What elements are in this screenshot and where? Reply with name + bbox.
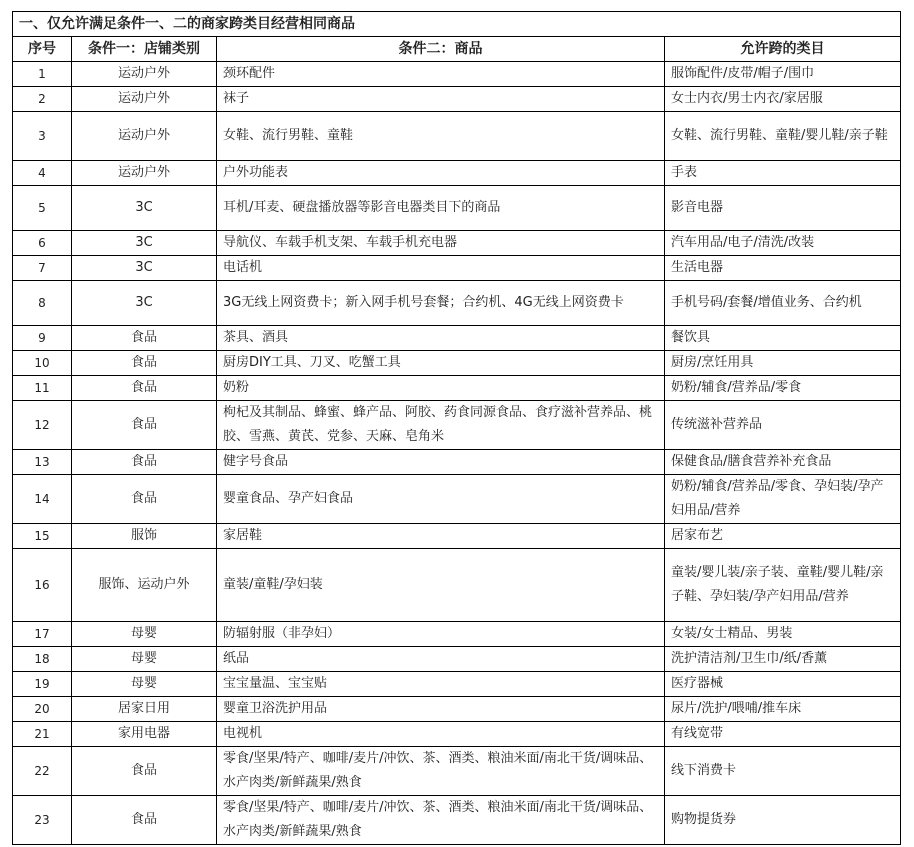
row-number: 12 [13,401,72,450]
store-category-cell: 运动户外 [72,161,217,186]
allowed-category-cell: 餐饮具 [665,326,901,351]
table-row [13,62,901,87]
table-row [13,647,901,672]
store-category-cell: 运动户外 [72,62,217,87]
store-category-cell: 运动户外 [72,87,217,112]
store-category-cell: 居家日用 [72,697,217,722]
goods-cell: 家居鞋 [217,524,665,549]
allowed-category-cell: 女士内衣/男士内衣/家居服 [665,87,901,112]
store-category-cell: 母婴 [72,647,217,672]
store-category-cell: 3C [72,256,217,281]
table-header-row [13,37,901,62]
goods-cell: 导航仪、车载手机支架、车载手机充电器 [217,231,665,256]
allowed-category-cell: 尿片/洗护/喂哺/推车床 [665,697,901,722]
store-category-cell: 母婴 [72,622,217,647]
store-category-cell: 服饰 [72,524,217,549]
allowed-category-cell: 手机号码/套餐/增值业务、合约机 [665,281,901,326]
row-number: 2 [13,87,72,112]
row-number: 15 [13,524,72,549]
allowed-category-cell: 居家布艺 [665,524,901,549]
goods-cell: 婴童卫浴洗护用品 [217,697,665,722]
goods-cell: 电视机 [217,722,665,747]
table-row [13,256,901,281]
store-category-cell: 食品 [72,450,217,475]
table-body [13,62,901,845]
goods-cell: 防辐射服（非孕妇） [217,622,665,647]
allowed-category-cell: 手表 [665,161,901,186]
row-number: 19 [13,672,72,697]
row-number: 20 [13,697,72,722]
table-row [13,796,901,845]
table-row [13,231,901,256]
row-number: 22 [13,747,72,796]
allowed-category-cell: 女鞋、流行男鞋、童鞋/婴儿鞋/亲子鞋 [665,112,901,161]
goods-cell: 户外功能表 [217,161,665,186]
store-category-cell: 运动户外 [72,112,217,161]
table-row [13,351,901,376]
row-number: 21 [13,722,72,747]
row-number: 23 [13,796,72,845]
allowed-category-cell: 线下消费卡 [665,747,901,796]
store-category-cell: 3C [72,281,217,326]
row-number: 9 [13,326,72,351]
allowed-category-cell: 医疗器械 [665,672,901,697]
goods-cell: 纸品 [217,647,665,672]
table-row [13,672,901,697]
row-number: 10 [13,351,72,376]
allowed-category-cell: 传统滋补营养品 [665,401,901,450]
row-number: 6 [13,231,72,256]
store-category-cell: 食品 [72,401,217,450]
allowed-category-cell: 服饰配件/皮带/帽子/围巾 [665,62,901,87]
row-number: 13 [13,450,72,475]
table-row [13,524,901,549]
cross-category-table [12,11,901,845]
table-row [13,697,901,722]
goods-cell: 奶粉 [217,376,665,401]
table-row [13,747,901,796]
store-category-cell: 3C [72,231,217,256]
store-category-cell: 食品 [72,326,217,351]
header-store-category: 条件一：店铺类别 [72,37,217,62]
row-number: 3 [13,112,72,161]
store-category-cell: 食品 [72,475,217,524]
cross-category-table-container [12,11,900,845]
row-number: 18 [13,647,72,672]
allowed-category-cell: 有线宽带 [665,722,901,747]
table-row [13,186,901,231]
table-title-row [13,12,901,37]
table-row [13,475,901,524]
row-number: 1 [13,62,72,87]
store-category-cell: 服饰、运动户外 [72,549,217,622]
goods-cell: 3G无线上网资费卡；新入网手机号套餐；合约机、4G无线上网资费卡 [217,281,665,326]
row-number: 5 [13,186,72,231]
allowed-category-cell: 女装/女士精品、男装 [665,622,901,647]
goods-cell: 健字号食品 [217,450,665,475]
store-category-cell: 食品 [72,747,217,796]
table-row [13,326,901,351]
table-row [13,549,901,622]
goods-cell: 零食/坚果/特产、咖啡/麦片/冲饮、茶、酒类、粮油米面/南北干货/调味品、水产肉类/新鲜蔬果/熟食 [217,796,665,845]
allowed-category-cell: 奶粉/辅食/营养品/零食 [665,376,901,401]
row-number: 7 [13,256,72,281]
allowed-category-cell: 汽车用品/电子/清洗/改装 [665,231,901,256]
allowed-category-cell: 厨房/烹饪用具 [665,351,901,376]
goods-cell: 枸杞及其制品、蜂蜜、蜂产品、阿胶、药食同源食品、食疗滋补营养品、桃胶、雪燕、黄芪、党参、天麻、皂角米 [217,401,665,450]
header-goods: 条件二：商品 [217,37,665,62]
store-category-cell: 母婴 [72,672,217,697]
goods-cell: 袜子 [217,87,665,112]
table-row [13,281,901,326]
goods-cell: 电话机 [217,256,665,281]
header-num: 序号 [13,37,72,62]
row-number: 11 [13,376,72,401]
table-row [13,161,901,186]
goods-cell: 厨房DIY工具、刀叉、吃蟹工具 [217,351,665,376]
allowed-category-cell: 奶粉/辅食/营养品/零食、孕妇装/孕产妇用品/营养 [665,475,901,524]
goods-cell: 耳机/耳麦、硬盘播放器等影音电器类目下的商品 [217,186,665,231]
allowed-category-cell: 生活电器 [665,256,901,281]
allowed-category-cell: 童装/婴儿装/亲子装、童鞋/婴儿鞋/亲子鞋、孕妇装/孕产妇用品/营养 [665,549,901,622]
store-category-cell: 家用电器 [72,722,217,747]
table-row [13,450,901,475]
table-row [13,112,901,161]
goods-cell: 女鞋、流行男鞋、童鞋 [217,112,665,161]
table-row [13,401,901,450]
row-number: 17 [13,622,72,647]
table-title: 一、仅允许满足条件一、二的商家跨类目经营相同商品 [13,12,901,37]
table-row [13,376,901,401]
table-row [13,722,901,747]
store-category-cell: 3C [72,186,217,231]
allowed-category-cell: 保健食品/膳食营养补充食品 [665,450,901,475]
goods-cell: 茶具、酒具 [217,326,665,351]
allowed-category-cell: 洗护清洁剂/卫生巾/纸/香薰 [665,647,901,672]
goods-cell: 宝宝量温、宝宝贴 [217,672,665,697]
goods-cell: 婴童食品、孕产妇食品 [217,475,665,524]
row-number: 14 [13,475,72,524]
row-number: 4 [13,161,72,186]
table-row [13,87,901,112]
store-category-cell: 食品 [72,351,217,376]
allowed-category-cell: 影音电器 [665,186,901,231]
store-category-cell: 食品 [72,796,217,845]
allowed-category-cell: 购物提货券 [665,796,901,845]
row-number: 8 [13,281,72,326]
store-category-cell: 食品 [72,376,217,401]
goods-cell: 童装/童鞋/孕妇装 [217,549,665,622]
header-allowed-categories: 允许跨的类目 [665,37,901,62]
goods-cell: 颈环配件 [217,62,665,87]
table-row [13,622,901,647]
goods-cell: 零食/坚果/特产、咖啡/麦片/冲饮、茶、酒类、粮油米面/南北干货/调味品、水产肉类/新鲜蔬果/熟食 [217,747,665,796]
row-number: 16 [13,549,72,622]
